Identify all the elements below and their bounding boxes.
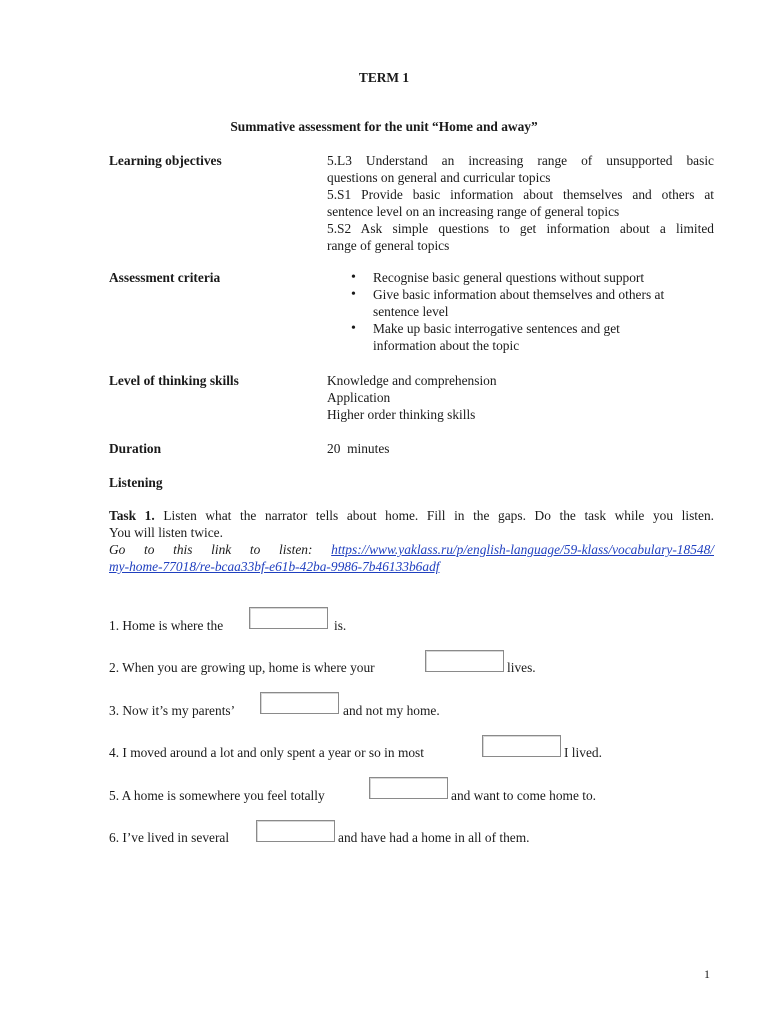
- question-6-text: 6. I’ve lived in several: [109, 830, 230, 845]
- answer-box-4[interactable]: [482, 735, 561, 757]
- learning-objectives-label: Learning objectives: [109, 153, 222, 168]
- question-2-after: lives.: [507, 660, 536, 675]
- task-instruction-text: Listen what the narrator tells about home. Fill in the gaps. Do the task while you listen.: [163, 508, 714, 523]
- task-label: Task 1.: [109, 508, 155, 523]
- answer-box-1[interactable]: [249, 607, 328, 629]
- learning-objectives-text: [327, 152, 714, 254]
- criteria-item: • Recognise basic general questions without support: [327, 269, 727, 286]
- objective-line: 5.S1 Provide basic information about themselves and others at: [327, 187, 714, 202]
- answer-box-2[interactable]: [425, 650, 504, 672]
- task-link-line2: [109, 558, 714, 575]
- question-5-after: and want to come home to.: [451, 788, 597, 803]
- question-3-after: and not my home.: [343, 703, 440, 718]
- listening-link[interactable]: https://www.yaklass.ru/p/english-language/59-klass/vocabulary-18548/: [331, 542, 714, 557]
- question-1-after: is.: [334, 618, 347, 633]
- question-1-text: 1. Home is where the: [109, 618, 224, 633]
- objective-line: 5.S2 Ask simple questions to get information about a limited: [327, 221, 714, 236]
- task-link-line: [109, 541, 714, 558]
- question-5-text: 5. A home is somewhere you feel totally: [109, 788, 325, 803]
- criteria-item: • Give basic information about themselves and others at sentence level: [327, 286, 673, 320]
- link-prefix: Go to this link to listen:: [109, 542, 313, 557]
- thinking-skills-list: [327, 372, 497, 423]
- task-instruction: [109, 507, 714, 524]
- assessment-criteria-label: Assessment criteria: [109, 270, 221, 285]
- objective-line: sentence level on an increasing range of general topics: [327, 204, 620, 219]
- section-heading: Listening: [109, 475, 163, 490]
- thinking-skill: Knowledge and comprehension: [327, 373, 497, 388]
- task-instruction-line2: You will listen twice.: [109, 525, 223, 540]
- page-title: TERM 1: [358, 70, 410, 85]
- question-2-text: 2. When you are growing up, home is where your: [109, 660, 375, 675]
- thinking-skills-label: Level of thinking skills: [109, 373, 239, 388]
- question-6-after: and have had a home in all of them.: [338, 830, 530, 845]
- listening-link-continued[interactable]: my-home-77018/re-bcaa33bf-e61b-42ba-9986-7b46133b6adf: [109, 559, 440, 574]
- duration-value: 20 minutes: [327, 441, 390, 456]
- thinking-skill: Higher order thinking skills: [327, 407, 476, 422]
- page-number: 1: [704, 967, 710, 981]
- answer-box-6[interactable]: [256, 820, 335, 842]
- question-3-text: 3. Now it’s my parents’: [109, 703, 236, 718]
- thinking-skill: Application: [327, 390, 391, 405]
- answer-box-3[interactable]: [260, 692, 339, 714]
- task-block: [109, 507, 714, 575]
- criteria-item: • Make up basic interrogative sentences and get information about the topic: [327, 320, 673, 354]
- question-4-text: 4. I moved around a lot and only spent a year or so in most: [109, 745, 424, 760]
- page-subtitle: Summative assessment for the unit “Home and away”: [230, 119, 538, 134]
- objective-line: range of general topics: [327, 238, 450, 253]
- duration-label: Duration: [109, 441, 162, 456]
- assessment-criteria-list: [327, 269, 727, 354]
- question-4-after: I lived.: [564, 745, 602, 760]
- answer-box-5[interactable]: [369, 777, 448, 799]
- objective-line: 5.L3 Understand an increasing range of unsupported basic: [327, 153, 714, 168]
- objective-line: questions on general and curricular topics: [327, 170, 551, 185]
